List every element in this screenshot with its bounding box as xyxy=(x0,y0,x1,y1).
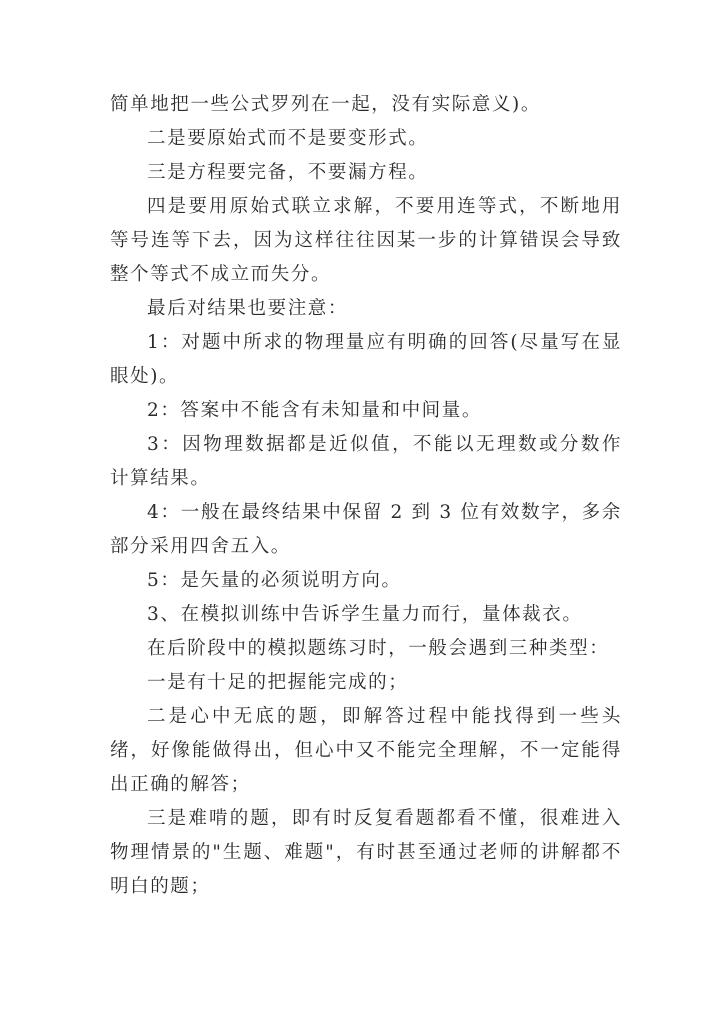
paragraph-type-one: 一是有十足的把握能完成的； xyxy=(147,672,409,693)
paragraph-result-3: 3：因物理数据都是近似值，不能以无理数或分数作计算结果。 xyxy=(110,434,622,489)
paragraph-point-three: 三是方程要完备，不要漏方程。 xyxy=(147,162,429,183)
paragraph-type-two: 二是心中无底的题，即解答过程中能找得到一些头绪，好像能做得出，但心中又不能完全理解，不一定能得出正确的解答； xyxy=(110,706,622,795)
paragraph-section-3: 3、在模拟训练中告诉学生量力而行，量体裁衣。 xyxy=(147,604,583,625)
paragraph-question-types-intro: 在后阶段中的模拟题练习时，一般会遇到三种类型： xyxy=(147,638,610,659)
paragraph-result-5: 5：是矢量的必须说明方向。 xyxy=(147,570,402,591)
paragraph-point-two: 二是要原始式而不是要变形式。 xyxy=(147,128,429,149)
paragraph-result-2: 2：答案中不能含有未知量和中间量。 xyxy=(147,400,482,421)
paragraph-type-three: 三是难啃的题，即有时反复看题都看不懂，很难进入物理情景的"生题、难题"，有时甚至通过老师的讲解都不明白的题； xyxy=(110,808,622,897)
document-body xyxy=(110,88,622,904)
paragraph-results-intro: 最后对结果也要注意： xyxy=(147,298,349,319)
paragraph-result-1: 1：对题中所求的物理量应有明确的回答(尽量写在显眼处)。 xyxy=(110,332,622,387)
paragraph-continuation: 简单地把一些公式罗列在一起，没有实际意义)。 xyxy=(110,94,541,115)
paragraph-result-4: 4：一般在最终结果中保留 2 到 3 位有效数字，多余部分采用四舍五入。 xyxy=(110,502,622,557)
paragraph-point-four: 四是要用原始式联立求解，不要用连等式，不断地用等号连等下去，因为这样往往因某一步的计算错误会导致整个等式不成立而失分。 xyxy=(110,196,622,285)
